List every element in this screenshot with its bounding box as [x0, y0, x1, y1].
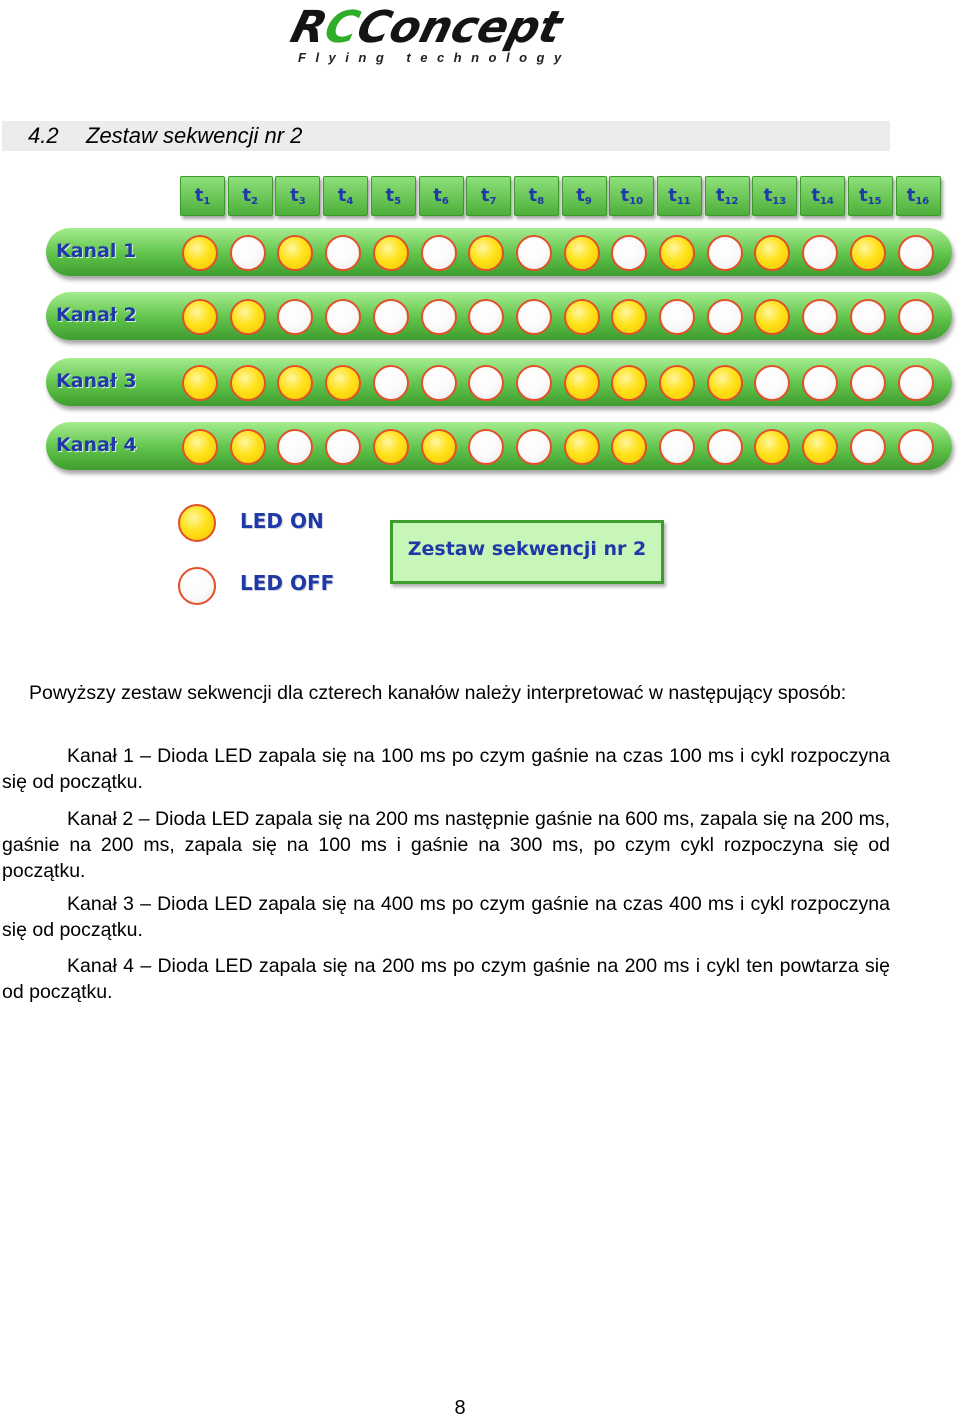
- rc-concept-logo: [284, 2, 604, 70]
- channel-4-led-15-off: [850, 429, 886, 465]
- channel-4-label: Kanał 4: [56, 434, 137, 456]
- logo-wordmark: RCConcept: [285, 2, 567, 53]
- time-slot-1: $t_1$: [180, 176, 225, 216]
- channel-4-led-16-off: [898, 429, 934, 465]
- legend-led-on-label: LED ON: [240, 509, 324, 533]
- time-slot-14: $t_{14}$: [800, 176, 845, 216]
- channel-4-led-12-off: [707, 429, 743, 465]
- channel-1-led-10-off: [611, 235, 647, 271]
- channel-1-led-2-off: [230, 235, 266, 271]
- channel-3-description: Kanał 3 – Dioda LED zapala się na 400 ms po czym gaśnie na czas 400 ms i cykl rozpoczyna się od początku.: [2, 893, 890, 941]
- legend-led-on-icon: [178, 504, 216, 542]
- channel-3-led-12-on: [707, 365, 743, 401]
- time-slot-9: $t_9$: [562, 176, 607, 216]
- channel-3-bar: [46, 358, 952, 406]
- channel-2-led-3-off: [277, 299, 313, 335]
- channel-1-led-3-on: [277, 235, 313, 271]
- channel-3-led-5-off: [373, 365, 409, 401]
- channel-4-led-13-on: [754, 429, 790, 465]
- channel-2-description: Kanał 2 – Dioda LED zapala się na 200 ms następnie gaśnie na 600 ms, zapala się na 200 ms, gaśnie na 200 ms, zapala się na 100 ms i gaśnie na 300 ms, po czym cykl rozpoczyna się od początku.: [2, 808, 890, 882]
- channel-4-led-5-on: [373, 429, 409, 465]
- channel-1-led-4-off: [325, 235, 361, 271]
- channel-1-label: Kanal 1: [56, 240, 137, 262]
- time-slot-4: $t_4$: [323, 176, 368, 216]
- channel-1-bar: [46, 228, 952, 276]
- channel-1-led-12-off: [707, 235, 743, 271]
- channel-4-description: Kanał 4 – Dioda LED zapala się na 200 ms po czym gaśnie na 200 ms i cykl ten powtarza się od początku.: [2, 955, 890, 1003]
- channel-2-led-9-on: [564, 299, 600, 335]
- channel-4-led-1-on: [182, 429, 218, 465]
- channel-2-led-12-off: [707, 299, 743, 335]
- channel-4-led-11-off: [659, 429, 695, 465]
- channel-4-led-9-on: [564, 429, 600, 465]
- time-slot-13: $t_{13}$: [752, 176, 797, 216]
- channel-2-led-11-off: [659, 299, 695, 335]
- channel-2-led-7-off: [468, 299, 504, 335]
- section-heading: [2, 121, 890, 151]
- time-slot-10: $t_{10}$: [609, 176, 654, 216]
- channel-3-led-8-off: [516, 365, 552, 401]
- channel-1-led-1-on: [182, 235, 218, 271]
- channel-4-led-3-off: [277, 429, 313, 465]
- time-slot-11: $t_{11}$: [657, 176, 702, 216]
- legend-led-off-label: LED OFF: [240, 571, 335, 595]
- channel-2-led-4-off: [325, 299, 361, 335]
- section-title: Zestaw sekwencji nr 2: [86, 123, 303, 148]
- channel-1-led-14-off: [802, 235, 838, 271]
- channel-1-led-15-on: [850, 235, 886, 271]
- channel-1-led-7-on: [468, 235, 504, 271]
- channel-3-led-13-off: [754, 365, 790, 401]
- channel-2-led-14-off: [802, 299, 838, 335]
- time-slot-2: $t_2$: [228, 176, 273, 216]
- channel-1-led-13-on: [754, 235, 790, 271]
- channel-4-led-6-on: [421, 429, 457, 465]
- time-slot-3: $t_3$: [275, 176, 320, 216]
- channel-1-led-9-on: [564, 235, 600, 271]
- channel-3-led-1-on: [182, 365, 218, 401]
- channel-1-led-6-off: [421, 235, 457, 271]
- channel-3-led-4-on: [325, 365, 361, 401]
- channel-4-led-10-on: [611, 429, 647, 465]
- channel-2-led-6-off: [421, 299, 457, 335]
- channel-4-led-14-on: [802, 429, 838, 465]
- channel-2-led-1-on: [182, 299, 218, 335]
- time-slot-6: $t_6$: [419, 176, 464, 216]
- legend-led-off-icon: [178, 567, 216, 605]
- channel-2-led-13-on: [754, 299, 790, 335]
- channel-2-led-16-off: [898, 299, 934, 335]
- channel-3-led-7-off: [468, 365, 504, 401]
- channel-4-led-2-on: [230, 429, 266, 465]
- channel-3-led-2-on: [230, 365, 266, 401]
- channel-1-led-8-off: [516, 235, 552, 271]
- time-slot-7: $t_7$: [466, 176, 511, 216]
- channel-4-bar: [46, 422, 952, 470]
- time-slot-12: $t_{12}$: [705, 176, 750, 216]
- channel-3-led-6-off: [421, 365, 457, 401]
- channel-2-led-2-on: [230, 299, 266, 335]
- intro-paragraph: Powyższy zestaw sekwencji dla czterech kanałów należy interpretować w następujący sposób:: [29, 682, 847, 704]
- channel-4-led-4-off: [325, 429, 361, 465]
- channel-3-led-14-off: [802, 365, 838, 401]
- channel-2-bar: [46, 292, 952, 340]
- sequence-label: Zestaw sekwencji nr 2: [407, 538, 647, 560]
- channel-2-led-10-on: [611, 299, 647, 335]
- time-slot-15: $t_{15}$: [848, 176, 893, 216]
- channel-1-led-5-on: [373, 235, 409, 271]
- sequence-label-box: [390, 520, 664, 584]
- time-slot-row: [180, 176, 960, 216]
- led-sequence-diagram: [38, 170, 958, 620]
- section-number: 4.2: [28, 123, 59, 148]
- channel-2-label: Kanał 2: [56, 304, 137, 326]
- channel-3-led-9-on: [564, 365, 600, 401]
- page-number: 8: [454, 1397, 466, 1419]
- channel-3-led-10-on: [611, 365, 647, 401]
- channel-2-led-8-off: [516, 299, 552, 335]
- logo-tagline: Flying technology: [298, 50, 571, 65]
- time-slot-5: $t_5$: [371, 176, 416, 216]
- channel-4-led-8-off: [516, 429, 552, 465]
- channel-3-led-16-off: [898, 365, 934, 401]
- time-slot-8: $t_8$: [514, 176, 559, 216]
- channel-3-led-3-on: [277, 365, 313, 401]
- channel-1-description: Kanał 1 – Dioda LED zapala się na 100 ms po czym gaśnie na czas 100 ms i cykl rozpoczyna się od początku.: [2, 745, 890, 793]
- channel-3-led-15-off: [850, 365, 886, 401]
- channel-1-led-11-on: [659, 235, 695, 271]
- channel-4-led-7-off: [468, 429, 504, 465]
- channel-2-led-15-off: [850, 299, 886, 335]
- time-slot-16: $t_{16}$: [896, 176, 941, 216]
- channel-3-led-11-on: [659, 365, 695, 401]
- channel-3-label: Kanał 3: [56, 370, 137, 392]
- channel-2-led-5-off: [373, 299, 409, 335]
- channel-1-led-16-off: [898, 235, 934, 271]
